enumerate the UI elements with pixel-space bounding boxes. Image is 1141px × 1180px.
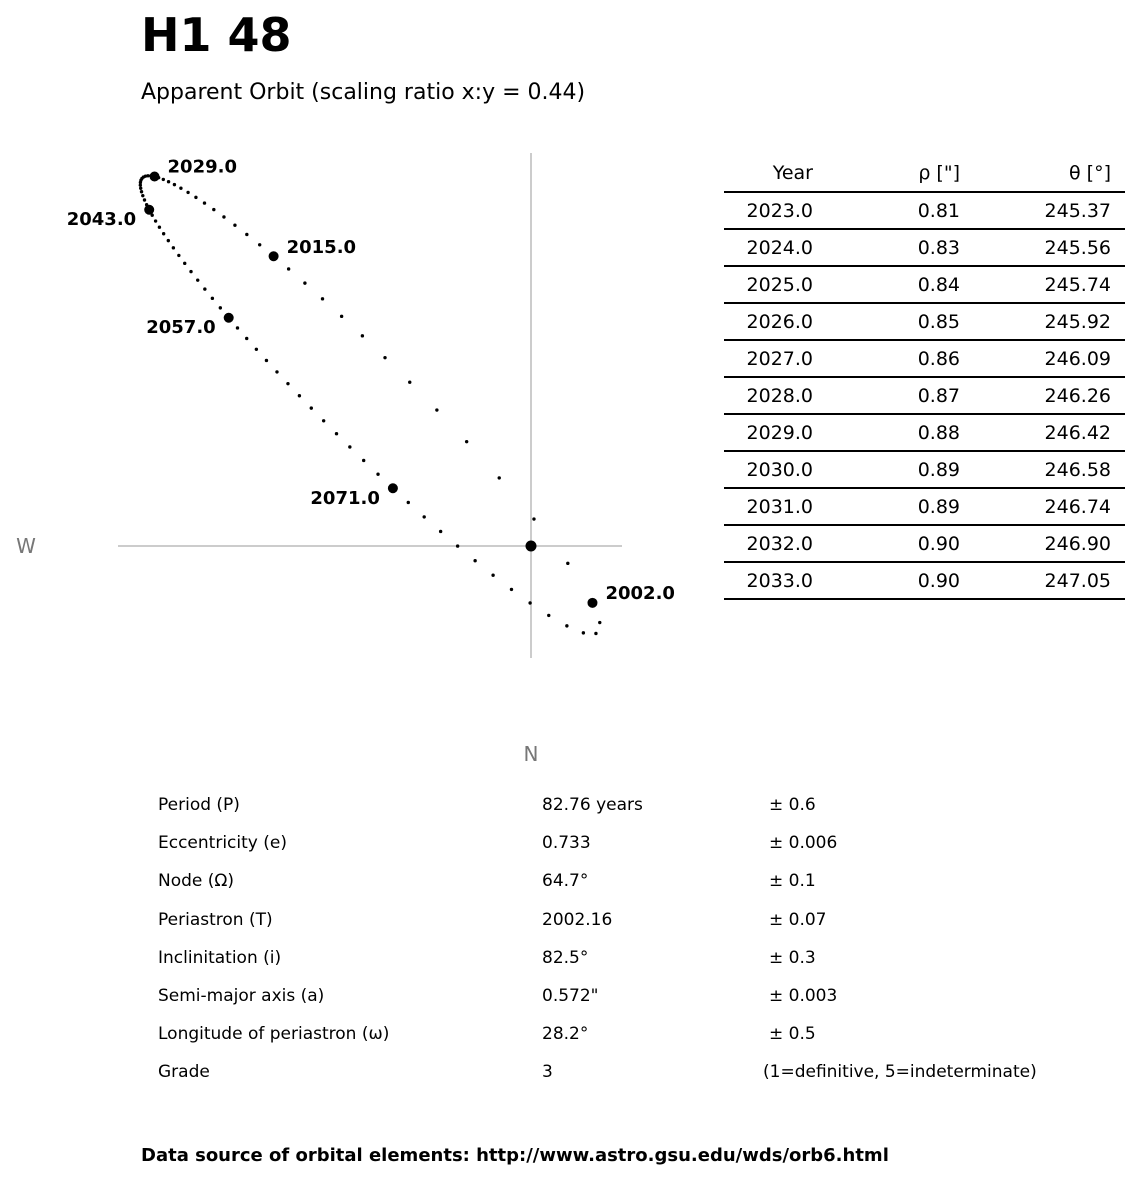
epoch-marker <box>388 483 398 493</box>
orbit-dot <box>162 232 165 235</box>
element-error: ± 0.6 <box>769 795 816 815</box>
primary-star-marker <box>526 541 537 552</box>
orbit-dot <box>435 408 438 411</box>
table-row <box>724 303 1125 340</box>
orbit-dot <box>236 326 239 329</box>
cell-rho: 0.90 <box>813 525 960 562</box>
orbit-dot <box>465 440 468 443</box>
cell-year: 2033.0 <box>724 562 813 599</box>
col-rho: ρ ["] <box>813 155 960 192</box>
cell-rho: 0.86 <box>813 340 960 377</box>
cell-rho: 0.83 <box>813 229 960 266</box>
orbit-dot <box>167 180 170 183</box>
orbit-dot <box>491 574 494 577</box>
epoch-label: 2015.0 <box>286 237 357 259</box>
orbit-dot <box>258 243 261 246</box>
cell-year: 2028.0 <box>724 377 813 414</box>
table-row <box>724 525 1125 562</box>
orbit-dot <box>154 219 157 222</box>
orbit-dot <box>335 432 338 435</box>
orbit-dot <box>189 270 192 273</box>
orbit-dot <box>219 306 222 309</box>
table-row <box>724 266 1125 303</box>
table-row <box>724 414 1125 451</box>
table-row <box>724 340 1125 377</box>
orbit-dot <box>547 614 550 617</box>
cell-theta: 245.56 <box>960 229 1111 266</box>
orbit-dot <box>473 559 476 562</box>
cell-theta: 246.09 <box>960 340 1111 377</box>
cell-rho: 0.89 <box>813 488 960 525</box>
orbit-dot <box>194 196 197 199</box>
orbit-dot <box>167 239 170 242</box>
orbit-dot <box>598 621 601 624</box>
orbit-dot <box>510 588 513 591</box>
orbit-plot <box>0 0 700 780</box>
orbit-dot <box>183 262 186 265</box>
orbit-dot <box>139 183 142 186</box>
epoch-marker <box>144 205 154 215</box>
epoch-marker <box>587 598 597 608</box>
epoch-marker <box>224 313 234 323</box>
orbit-dot <box>439 530 442 533</box>
table-row <box>724 488 1125 525</box>
orbit-dot <box>233 224 236 227</box>
chart-subtitle: Apparent Orbit (scaling ratio x:y = 0.44) <box>141 80 586 105</box>
cell-year: 2032.0 <box>724 525 813 562</box>
table-row <box>724 192 1125 229</box>
element-value: 3 <box>542 1062 553 1083</box>
orbit-dot <box>594 632 597 635</box>
orbit-dot <box>162 178 165 181</box>
cell-theta: 246.58 <box>960 451 1111 488</box>
cell-year: 2029.0 <box>724 414 813 451</box>
epoch-label: 2071.0 <box>310 488 380 510</box>
orbit-dot <box>303 281 306 284</box>
cell-year: 2023.0 <box>724 192 813 229</box>
element-value: 0.733 <box>542 833 591 854</box>
orbit-dot <box>212 208 215 211</box>
orbit-dot <box>177 254 180 257</box>
element-name: Periastron (T) <box>158 909 273 930</box>
cell-rho: 0.90 <box>813 562 960 599</box>
cell-year: 2027.0 <box>724 340 813 377</box>
orbit-dot <box>158 226 161 229</box>
orbit-dot <box>186 191 189 194</box>
cell-theta: 245.74 <box>960 266 1111 303</box>
orbit-dot <box>265 359 268 362</box>
cell-theta: 246.26 <box>960 377 1111 414</box>
orbit-dot <box>566 562 569 565</box>
element-name: Semi-major axis (a) <box>158 986 325 1006</box>
cell-theta: 245.37 <box>960 192 1111 229</box>
orbit-dot <box>348 445 351 448</box>
orbit-dot <box>173 183 176 186</box>
page-title: H1 48 <box>141 8 292 62</box>
cell-year: 2025.0 <box>724 266 813 303</box>
cell-rho: 0.87 <box>813 377 960 414</box>
orbit-dot <box>565 624 568 627</box>
element-error: ± 0.003 <box>769 986 838 1006</box>
table-row <box>724 451 1125 488</box>
ephemeris-table <box>724 155 1125 600</box>
element-error: ± 0.3 <box>769 947 816 968</box>
cell-theta: 246.74 <box>960 488 1111 525</box>
orbit-dot <box>222 215 225 218</box>
epoch-marker <box>150 172 160 182</box>
element-error: ± 0.07 <box>769 909 827 930</box>
element-name: Inclinitation (i) <box>158 947 282 968</box>
orbit-dot <box>362 459 365 462</box>
orbit-dot <box>245 337 248 340</box>
table-row <box>724 562 1125 599</box>
element-name: Period (P) <box>158 795 240 815</box>
element-value: 2002.16 <box>542 909 613 930</box>
orbit-dot <box>408 381 411 384</box>
element-name: Grade <box>158 1062 210 1083</box>
element-name: Longitude of periastron (ω) <box>158 1024 390 1045</box>
orbit-dot <box>582 631 585 634</box>
orbit-dot <box>361 334 364 337</box>
orbit-dot <box>498 476 501 479</box>
orbit-dot <box>340 315 343 318</box>
orbit-dot <box>376 473 379 476</box>
col-theta: θ [°] <box>960 155 1111 192</box>
orbit-dot <box>172 246 175 249</box>
orbit-dot <box>383 356 386 359</box>
orbit-dot <box>203 201 206 204</box>
element-error: (1=definitive, 5=indeterminate) <box>763 1062 1037 1083</box>
cell-rho: 0.89 <box>813 451 960 488</box>
epoch-label: 2057.0 <box>146 316 216 338</box>
table-row <box>724 377 1125 414</box>
orbit-dot <box>275 370 278 373</box>
orbit-dot <box>528 601 531 604</box>
cell-rho: 0.85 <box>813 303 960 340</box>
orbit-dot <box>298 394 301 397</box>
cell-theta: 245.92 <box>960 303 1111 340</box>
cell-year: 2026.0 <box>724 303 813 340</box>
epoch-label: 2029.0 <box>167 156 238 178</box>
orbit-dot <box>255 348 258 351</box>
epoch-marker <box>269 251 279 261</box>
cell-rho: 0.88 <box>813 414 960 451</box>
epoch-label: 2002.0 <box>605 582 675 604</box>
epoch-label: 2043.0 <box>66 208 137 230</box>
data-source-footer: Data source of orbital elements: http://www.astro.gsu.edu/wds/orb6.html <box>141 1145 889 1166</box>
orbit-dot <box>196 278 199 281</box>
element-error: ± 0.1 <box>769 871 816 892</box>
element-value: 82.5° <box>542 947 589 968</box>
orbit-dot <box>211 297 214 300</box>
orbit-dot <box>139 187 142 190</box>
orbit-dot <box>179 186 182 189</box>
orbit-dot <box>143 198 146 201</box>
orbit-dot <box>141 194 144 197</box>
element-error: ± 0.006 <box>769 833 838 854</box>
orbit-dot <box>286 382 289 385</box>
element-value: 64.7° <box>542 871 589 892</box>
element-value: 0.572" <box>542 986 599 1006</box>
cell-year: 2030.0 <box>724 451 813 488</box>
orbit-dot <box>456 544 459 547</box>
orbit-dot <box>310 406 313 409</box>
west-label: W <box>16 534 36 558</box>
orbit-dot <box>140 190 143 193</box>
cell-rho: 0.81 <box>813 192 960 229</box>
cell-theta: 246.90 <box>960 525 1111 562</box>
orbit-dot <box>287 267 290 270</box>
orbit-dot <box>407 501 410 504</box>
element-name: Eccentricity (e) <box>158 833 287 854</box>
cell-year: 2024.0 <box>724 229 813 266</box>
cell-theta: 247.05 <box>960 562 1111 599</box>
cell-rho: 0.84 <box>813 266 960 303</box>
element-name: Node (Ω) <box>158 871 235 892</box>
orbit-dot <box>321 297 324 300</box>
cell-theta: 246.42 <box>960 414 1111 451</box>
table-header <box>724 155 1125 192</box>
north-label: N <box>523 742 539 766</box>
orbit-dot <box>532 517 535 520</box>
orbit-dot <box>245 233 248 236</box>
table-row <box>724 229 1125 266</box>
element-value: 82.76 years <box>542 795 643 815</box>
orbit-dot <box>422 515 425 518</box>
col-year: Year <box>724 155 813 192</box>
cell-year: 2031.0 <box>724 488 813 525</box>
orbit-dot <box>203 287 206 290</box>
orbit-dot <box>322 419 325 422</box>
element-error: ± 0.5 <box>769 1024 816 1045</box>
element-value: 28.2° <box>542 1024 589 1045</box>
